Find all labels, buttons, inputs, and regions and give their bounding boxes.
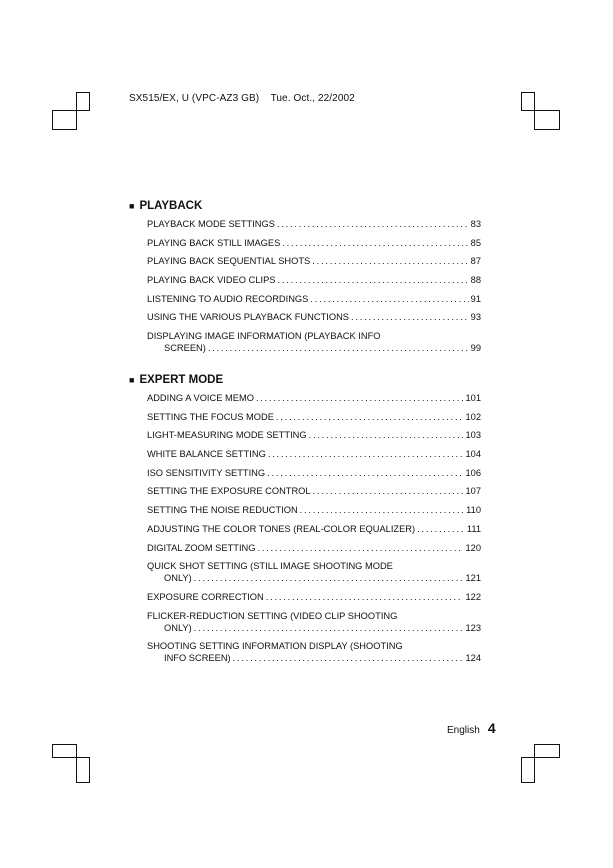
toc-entry-title-continued: INFO SCREEN): [164, 653, 231, 664]
toc-entry-title: PLAYBACK MODE SETTINGS: [147, 219, 275, 229]
section-title: PLAYBACK: [139, 200, 203, 212]
leader-dots: [310, 293, 468, 305]
toc-entry[interactable]: [147, 591, 481, 603]
toc-entry-page: 110: [466, 505, 481, 516]
toc-entry-title: LIGHT-MEASURING MODE SETTING: [147, 430, 307, 441]
leader-dots: [351, 311, 469, 323]
leader-dots: [233, 652, 464, 664]
toc-entry[interactable]: [147, 560, 481, 584]
toc-entry-page: 88: [470, 275, 481, 286]
toc-entry-page: 120: [465, 542, 481, 553]
crop-mark-top-right: [521, 92, 561, 132]
toc-entry-page: 85: [470, 237, 481, 248]
leader-dots: [276, 411, 464, 423]
toc-entry[interactable]: [147, 429, 481, 441]
leader-dots: [257, 542, 463, 554]
toc-entry-title: SETTING THE EXPOSURE CONTROL: [147, 486, 311, 497]
leader-dots: [300, 504, 465, 516]
toc-entry-title: QUICK SHOT SETTING (STILL IMAGE SHOOTING MODE: [147, 561, 393, 572]
toc-entry-title: WHITE BALANCE SETTING: [147, 449, 266, 460]
leader-dots: [256, 392, 464, 404]
toc-entry[interactable]: [147, 392, 481, 404]
toc-entry[interactable]: [147, 467, 481, 479]
toc-entry-page: 122: [465, 591, 481, 602]
toc-entry-title-continued: SCREEN): [164, 343, 206, 354]
leader-dots: [282, 237, 468, 249]
toc-entry-title: SHOOTING SETTING INFORMATION DISPLAY (SHOOTING: [147, 641, 403, 652]
toc-entry-title: ISO SENSITIVITY SETTING: [147, 467, 266, 478]
toc-entry-title: USING THE VARIOUS PLAYBACK FUNCTIONS: [147, 312, 349, 323]
toc-entry[interactable]: [147, 274, 481, 286]
leader-dots: [277, 218, 469, 230]
toc-entry-page: 91: [470, 293, 481, 304]
toc-entry[interactable]: [147, 218, 481, 230]
square-bullet-icon: ■: [129, 201, 135, 211]
toc-entry-page: 123: [465, 622, 481, 633]
leader-dots: [194, 622, 464, 634]
section-heading: [129, 200, 481, 212]
toc-entry-title: SETTING THE FOCUS MODE: [147, 411, 274, 422]
toc-entry[interactable]: [147, 255, 481, 267]
toc-entry-page: 83: [470, 219, 481, 229]
toc-entry[interactable]: [147, 485, 481, 497]
leader-dots: [277, 274, 468, 286]
toc-entry[interactable]: [147, 448, 481, 460]
toc-entry-page: 102: [465, 411, 481, 422]
toc-entry[interactable]: [147, 237, 481, 249]
toc-entry-page: 101: [465, 393, 481, 403]
toc-entry-page: 121: [465, 573, 481, 584]
toc-entry[interactable]: [147, 293, 481, 305]
section-playback: [129, 200, 481, 361]
toc-entry-title-continued: ONLY): [164, 573, 192, 584]
toc-entry[interactable]: [147, 504, 481, 516]
toc-entry-page: 103: [465, 430, 481, 441]
toc-list: [147, 218, 481, 354]
leader-dots: [208, 342, 469, 354]
toc-entry[interactable]: [147, 640, 481, 664]
leader-dots: [309, 429, 464, 441]
toc-list: [147, 392, 481, 664]
section-heading: [129, 374, 481, 386]
section-expert-mode: [129, 374, 481, 671]
toc-entry-page: 99: [470, 343, 481, 354]
toc-entry[interactable]: [147, 610, 481, 634]
toc-entry-page: 93: [470, 312, 481, 323]
leader-dots: [268, 448, 464, 460]
toc-entry-title: PLAYING BACK VIDEO CLIPS: [147, 275, 276, 286]
toc-entry-title: DISPLAYING IMAGE INFORMATION (PLAYBACK INFO: [147, 331, 381, 342]
toc-entry-page: 107: [465, 486, 481, 497]
section-title: EXPERT MODE: [139, 374, 224, 386]
toc-entry-title: DIGITAL ZOOM SETTING: [147, 542, 256, 553]
page-footer: [447, 720, 496, 736]
toc-entry[interactable]: [147, 311, 481, 323]
toc-entry-title-continued: ONLY): [164, 622, 192, 633]
toc-entry[interactable]: [147, 330, 481, 354]
toc-entry-page: 111: [466, 523, 481, 534]
toc-entry-title: EXPOSURE CORRECTION: [147, 591, 264, 602]
toc-entry[interactable]: [147, 411, 481, 423]
header-date: Tue. Oct., 22/2002: [270, 93, 355, 104]
toc-entry-title: FLICKER-REDUCTION SETTING (VIDEO CLIP SHOOTING: [147, 610, 398, 621]
toc-entry-title: ADJUSTING THE COLOR TONES (REAL-COLOR EQUALIZER): [147, 523, 416, 534]
toc-entry[interactable]: [147, 523, 481, 535]
leader-dots: [266, 591, 464, 603]
leader-dots: [312, 255, 468, 267]
crop-mark-top-left: [52, 92, 92, 132]
leader-dots: [417, 523, 465, 535]
crop-mark-bottom-left: [52, 744, 92, 784]
leader-dots: [313, 485, 464, 497]
toc-entry-title: ADDING A VOICE MEMO: [147, 393, 254, 403]
toc-entry-page: 124: [465, 653, 481, 664]
toc-entry-page: 87: [470, 256, 481, 267]
crop-mark-bottom-right: [521, 744, 561, 784]
print-header: [129, 93, 355, 104]
toc-entry-title: LISTENING TO AUDIO RECORDINGS: [147, 293, 309, 304]
leader-dots: [194, 572, 464, 584]
toc-entry-page: 104: [465, 449, 481, 460]
toc-entry-page: 106: [465, 467, 481, 478]
toc-entry-title: PLAYING BACK STILL IMAGES: [147, 237, 281, 248]
toc-entry-title: SETTING THE NOISE REDUCTION: [147, 505, 298, 516]
square-bullet-icon: ■: [129, 375, 135, 385]
header-model: SX515/EX, U (VPC-AZ3 GB): [129, 93, 260, 104]
leader-dots: [267, 467, 463, 479]
toc-entry-title: PLAYING BACK SEQUENTIAL SHOTS: [147, 256, 311, 267]
toc-entry[interactable]: [147, 542, 481, 554]
page-number: 4: [487, 720, 496, 736]
footer-language: English: [447, 725, 480, 736]
